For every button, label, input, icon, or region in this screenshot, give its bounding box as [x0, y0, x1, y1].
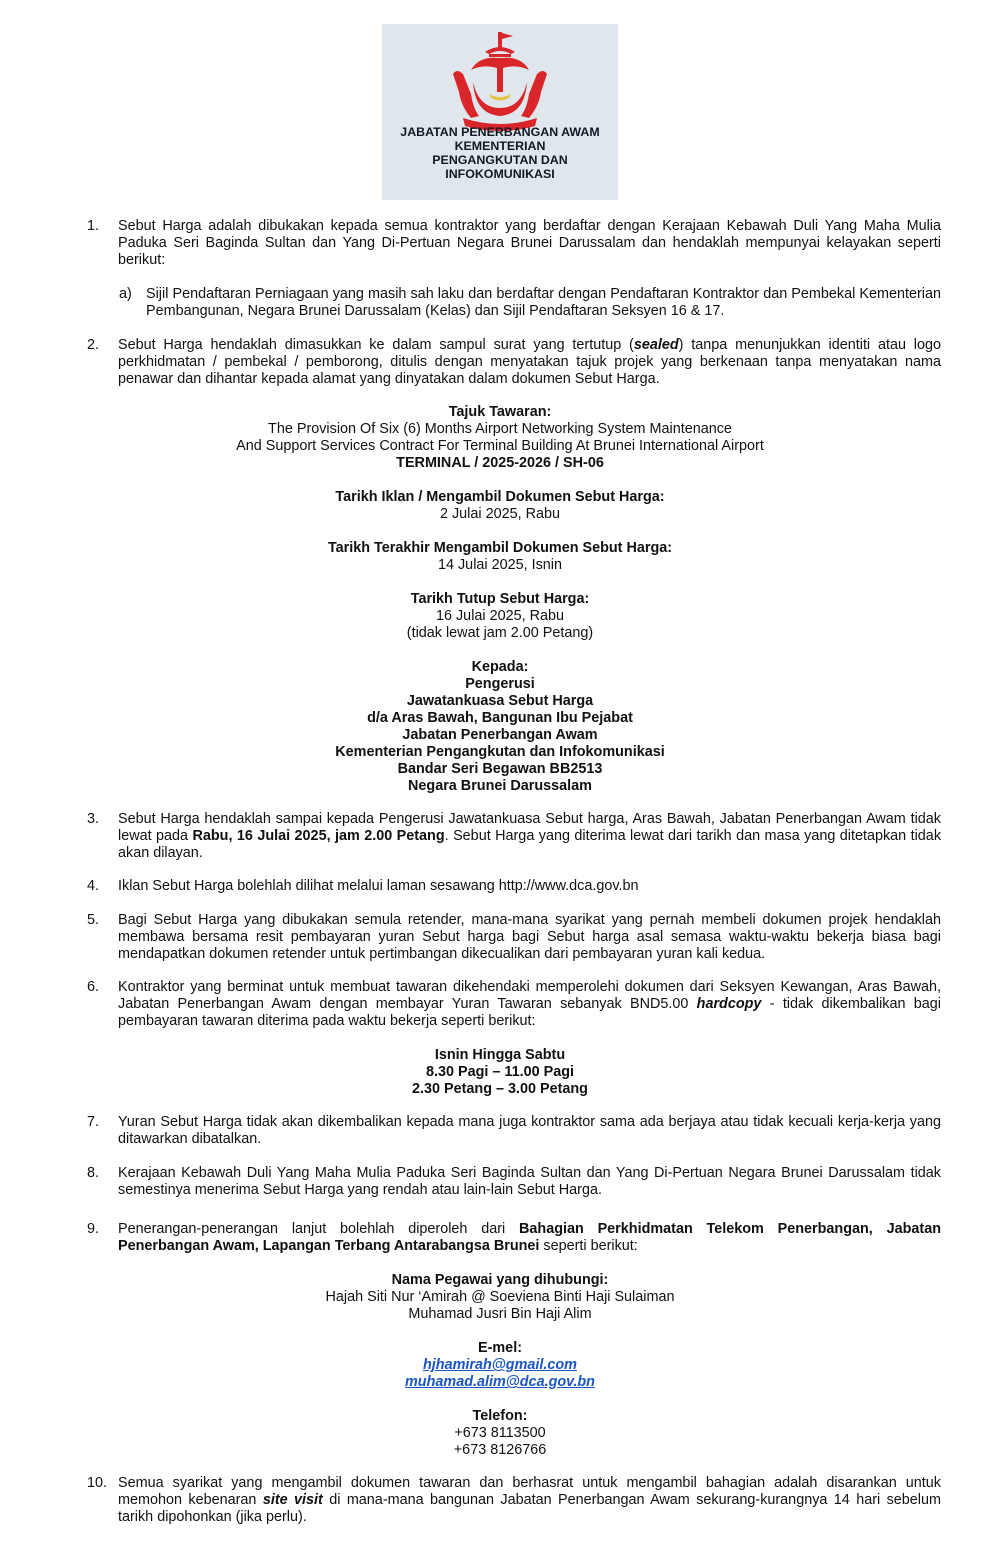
last-date-block — [0, 540, 1000, 574]
clause-text-part: Kontraktor yang berminat untuk membuat tawaran dikehendaki memperolehi dokumen dari Seksyen Kewangan, Aras Bawah, Jabatan Penerbangan Awam dengan membayar Yuran Tawaran sebanyak BND5.00 — [118, 979, 941, 1012]
advert-date: 2 Julai 2025, Rabu — [439, 506, 560, 522]
clause-text — [118, 1221, 941, 1255]
tender-title-block — [0, 404, 1000, 472]
office-hours-slot: 8.30 Pagi – 11.00 Pagi — [425, 1064, 574, 1080]
closing-date: 16 Julai 2025, Rabu — [435, 608, 564, 624]
clause-number: 4. — [87, 878, 100, 894]
clause-text: Bagi Sebut Harga yang dibukakan semula retender, mana-mana syarikat yang pernah membeli dokumen projek hendaklah membawa bersama resit pembayaran yuran Sebut harga bagi Sebut harga asal semasa waktu-waktu bekerja biasa bagi mendapatkan dokumen retender untuk pertimbangan dikecualikan dari pembayaran yuran kali kedua. — [118, 912, 941, 962]
email-link[interactable]: muhamad.alim@dca.gov.bn — [405, 1374, 595, 1390]
contact-names-label: Nama Pegawai yang dihubungi: — [391, 1272, 609, 1288]
address-line: Jawatankuasa Sebut Harga — [406, 693, 594, 709]
email-block — [0, 1340, 1000, 1391]
clause-text-part: seperti berikut: — [539, 1238, 638, 1254]
advert-date-block — [0, 489, 1000, 523]
address-line: Jabatan Penerbangan Awam — [402, 727, 598, 743]
clause-number: 5. — [87, 912, 100, 928]
clause-text: Yuran Sebut Harga tidak akan dikembalikan kepada mana juga kontraktor sama ada berjaya atau tidak kecuali kerja-kerja yang ditawarkan dibatalkan. — [118, 1114, 941, 1147]
clause-number: 1. — [87, 218, 100, 234]
phone-block — [0, 1408, 1000, 1459]
clause-text — [118, 979, 941, 1030]
clause-bold: Bahagian Perkhidmatan Telekom Penerbangan, Jabatan Penerbangan Awam, Lapangan Terbang Antarabangsa Brunei — [118, 1221, 941, 1254]
closing-time: (tidak lewat jam 2.00 Petang) — [406, 625, 594, 641]
clause-text — [118, 811, 941, 862]
clause-text-part: Penerangan-penerangan lanjut bolehlah diperoleh dari — [118, 1221, 520, 1237]
advert-date-label: Tarikh Iklan / Mengambil Dokumen Sebut Harga: — [335, 489, 665, 505]
email-link[interactable]: hjhamirah@gmail.com — [423, 1357, 577, 1373]
org-title-line: KEMENTERIAN — [454, 139, 546, 153]
clause-text: Iklan Sebut Harga bolehlah dilihat melalui laman sesawang http://www.dca.gov.bn — [118, 878, 639, 894]
brunei-crest-icon — [449, 30, 551, 134]
clause-text — [118, 337, 941, 388]
clause-text-part: Semua syarikat yang mengambil dokumen tawaran dan berhasrat untuk mengambil bahagian adalah disarankan untuk memohon kebenaran — [118, 1475, 941, 1508]
clause-number: 6. — [87, 979, 100, 995]
clause-text — [118, 1475, 941, 1526]
clause-text-part: Sebut Harga hendaklah sampai kepada Pengerusi Jawatankuasa Sebut harga, Aras Bawah, Jabatan Penerbangan Awam tidak lewat pada — [118, 811, 941, 844]
contact-name: Muhamad Jusri Bin Haji Alim — [408, 1306, 592, 1322]
address-line: Kementerian Pengangkutan dan Infokomunikasi — [335, 744, 665, 760]
clause-text: Sijil Pendaftaran Perniagaan yang masih sah laku dan berdaftar dengan Pendaftaran Kontraktor dan Pembekal Kementerian Pembangunan, Negara Brunei Darussalam (Kelas) dan Sijil Pendaftaran Seksyen 16 & 17. — [146, 286, 941, 319]
tender-title-line: And Support Services Contract For Terminal Building At Brunei International Airport — [236, 438, 764, 454]
closing-date-label: Tarikh Tutup Sebut Harga: — [410, 591, 590, 607]
email-label: E-mel: — [478, 1340, 522, 1356]
contact-name: Hajah Siti Nur ‘Amirah @ Soeviena Binti Haji Sulaiman — [325, 1289, 675, 1305]
org-title-line: PENGANGKUTAN DAN — [432, 153, 568, 167]
address-block — [0, 659, 1000, 795]
header-logo-block — [382, 24, 618, 200]
address-line: Negara Brunei Darussalam — [408, 778, 592, 794]
clause-number: 8. — [87, 1165, 100, 1181]
clause-number: 3. — [87, 811, 100, 827]
tender-label: Tajuk Tawaran: — [448, 404, 552, 420]
phone-label: Telefon: — [472, 1408, 528, 1424]
address-label: Kepada: — [471, 659, 529, 675]
office-days: Isnin Hingga Sabtu — [434, 1047, 566, 1063]
clause-number: 2. — [87, 337, 100, 353]
org-title-line: JABATAN PENERBANGAN AWAM — [400, 125, 600, 139]
clause-text-part: di mana-mana bangunan Jabatan Penerbangan Awam sekurang-kurangnya 14 hari sebelum tarikh dipohonkan (jika perlu). — [118, 1492, 941, 1525]
clause-text: Kerajaan Kebawah Duli Yang Maha Mulia Paduka Seri Baginda Sultan dan Yang Di-Pertuan Negara Brunei Darussalam tidak semestinya menerima Sebut Harga yang rendah atau lain-lain Sebut Harga. — [118, 1165, 941, 1198]
organization-title — [382, 125, 618, 181]
address-line: Pengerusi — [465, 676, 535, 692]
last-date: 14 Julai 2025, Isnin — [437, 557, 562, 573]
contact-names-block — [0, 1272, 1000, 1323]
tender-reference: TERMINAL / 2025-2026 / SH-06 — [396, 455, 604, 471]
clause-text-part: - tidak dikembalikan bagi pembayaran tawaran diterima pada waktu bekerja seperti berikut: — [118, 996, 941, 1029]
clause-number: a) — [119, 286, 132, 302]
office-hours-slot: 2.30 Petang – 3.00 Petang — [412, 1081, 588, 1097]
clause-bold: Rabu, 16 Julai 2025, jam 2.00 Petang — [192, 828, 445, 844]
tender-title-line: The Provision Of Six (6) Months Airport Networking System Maintenance — [268, 421, 732, 437]
phone-number: +673 8126766 — [453, 1442, 547, 1458]
last-date-label: Tarikh Terakhir Mengambil Dokumen Sebut Harga: — [327, 540, 673, 556]
clause-emphasis: site visit — [262, 1492, 323, 1508]
org-title-line: INFOKOMUNIKASI — [445, 167, 555, 181]
closing-date-block — [0, 591, 1000, 642]
address-line: d/a Aras Bawah, Bangunan Ibu Pejabat — [367, 710, 633, 726]
clause-number: 10. — [87, 1475, 108, 1491]
clause-text-part: ) tanpa menunjukkan identiti atau logo perkhidmatan / pembekal / pemborong, ditulis dengan menyatakan tajuk projek yang berkenaan tanpa menyatakan nama penawar dan dihantar kepada alamat yang dinyatakan dalam dokumen Sebut Harga. — [118, 337, 941, 387]
clause-number: 9. — [87, 1221, 100, 1237]
phone-number: +673 8113500 — [454, 1425, 546, 1441]
clause-text: Sebut Harga adalah dibukakan kepada semua kontraktor yang berdaftar dengan Kerajaan Kebawah Duli Yang Maha Mulia Paduka Seri Baginda Sultan dan Yang Di-Pertuan Negara Brunei Darussalam dan hendaklah mempunyai kelayakan seperti berikut: — [118, 218, 941, 268]
clause-text-part: Sebut Harga hendaklah dimasukkan ke dalam sampul surat yang tertutup ( — [118, 337, 634, 353]
clause-emphasis: hardcopy — [696, 996, 762, 1012]
clause-number: 7. — [87, 1114, 100, 1130]
office-hours-block — [0, 1047, 1000, 1098]
clause-text-part: . Sebut Harga yang diterima lewat dari tarikh dan masa yang ditetapkan tidak akan dilayan. — [118, 828, 942, 861]
clause-emphasis: sealed — [633, 337, 679, 353]
address-line: Bandar Seri Begawan BB2513 — [397, 761, 603, 777]
